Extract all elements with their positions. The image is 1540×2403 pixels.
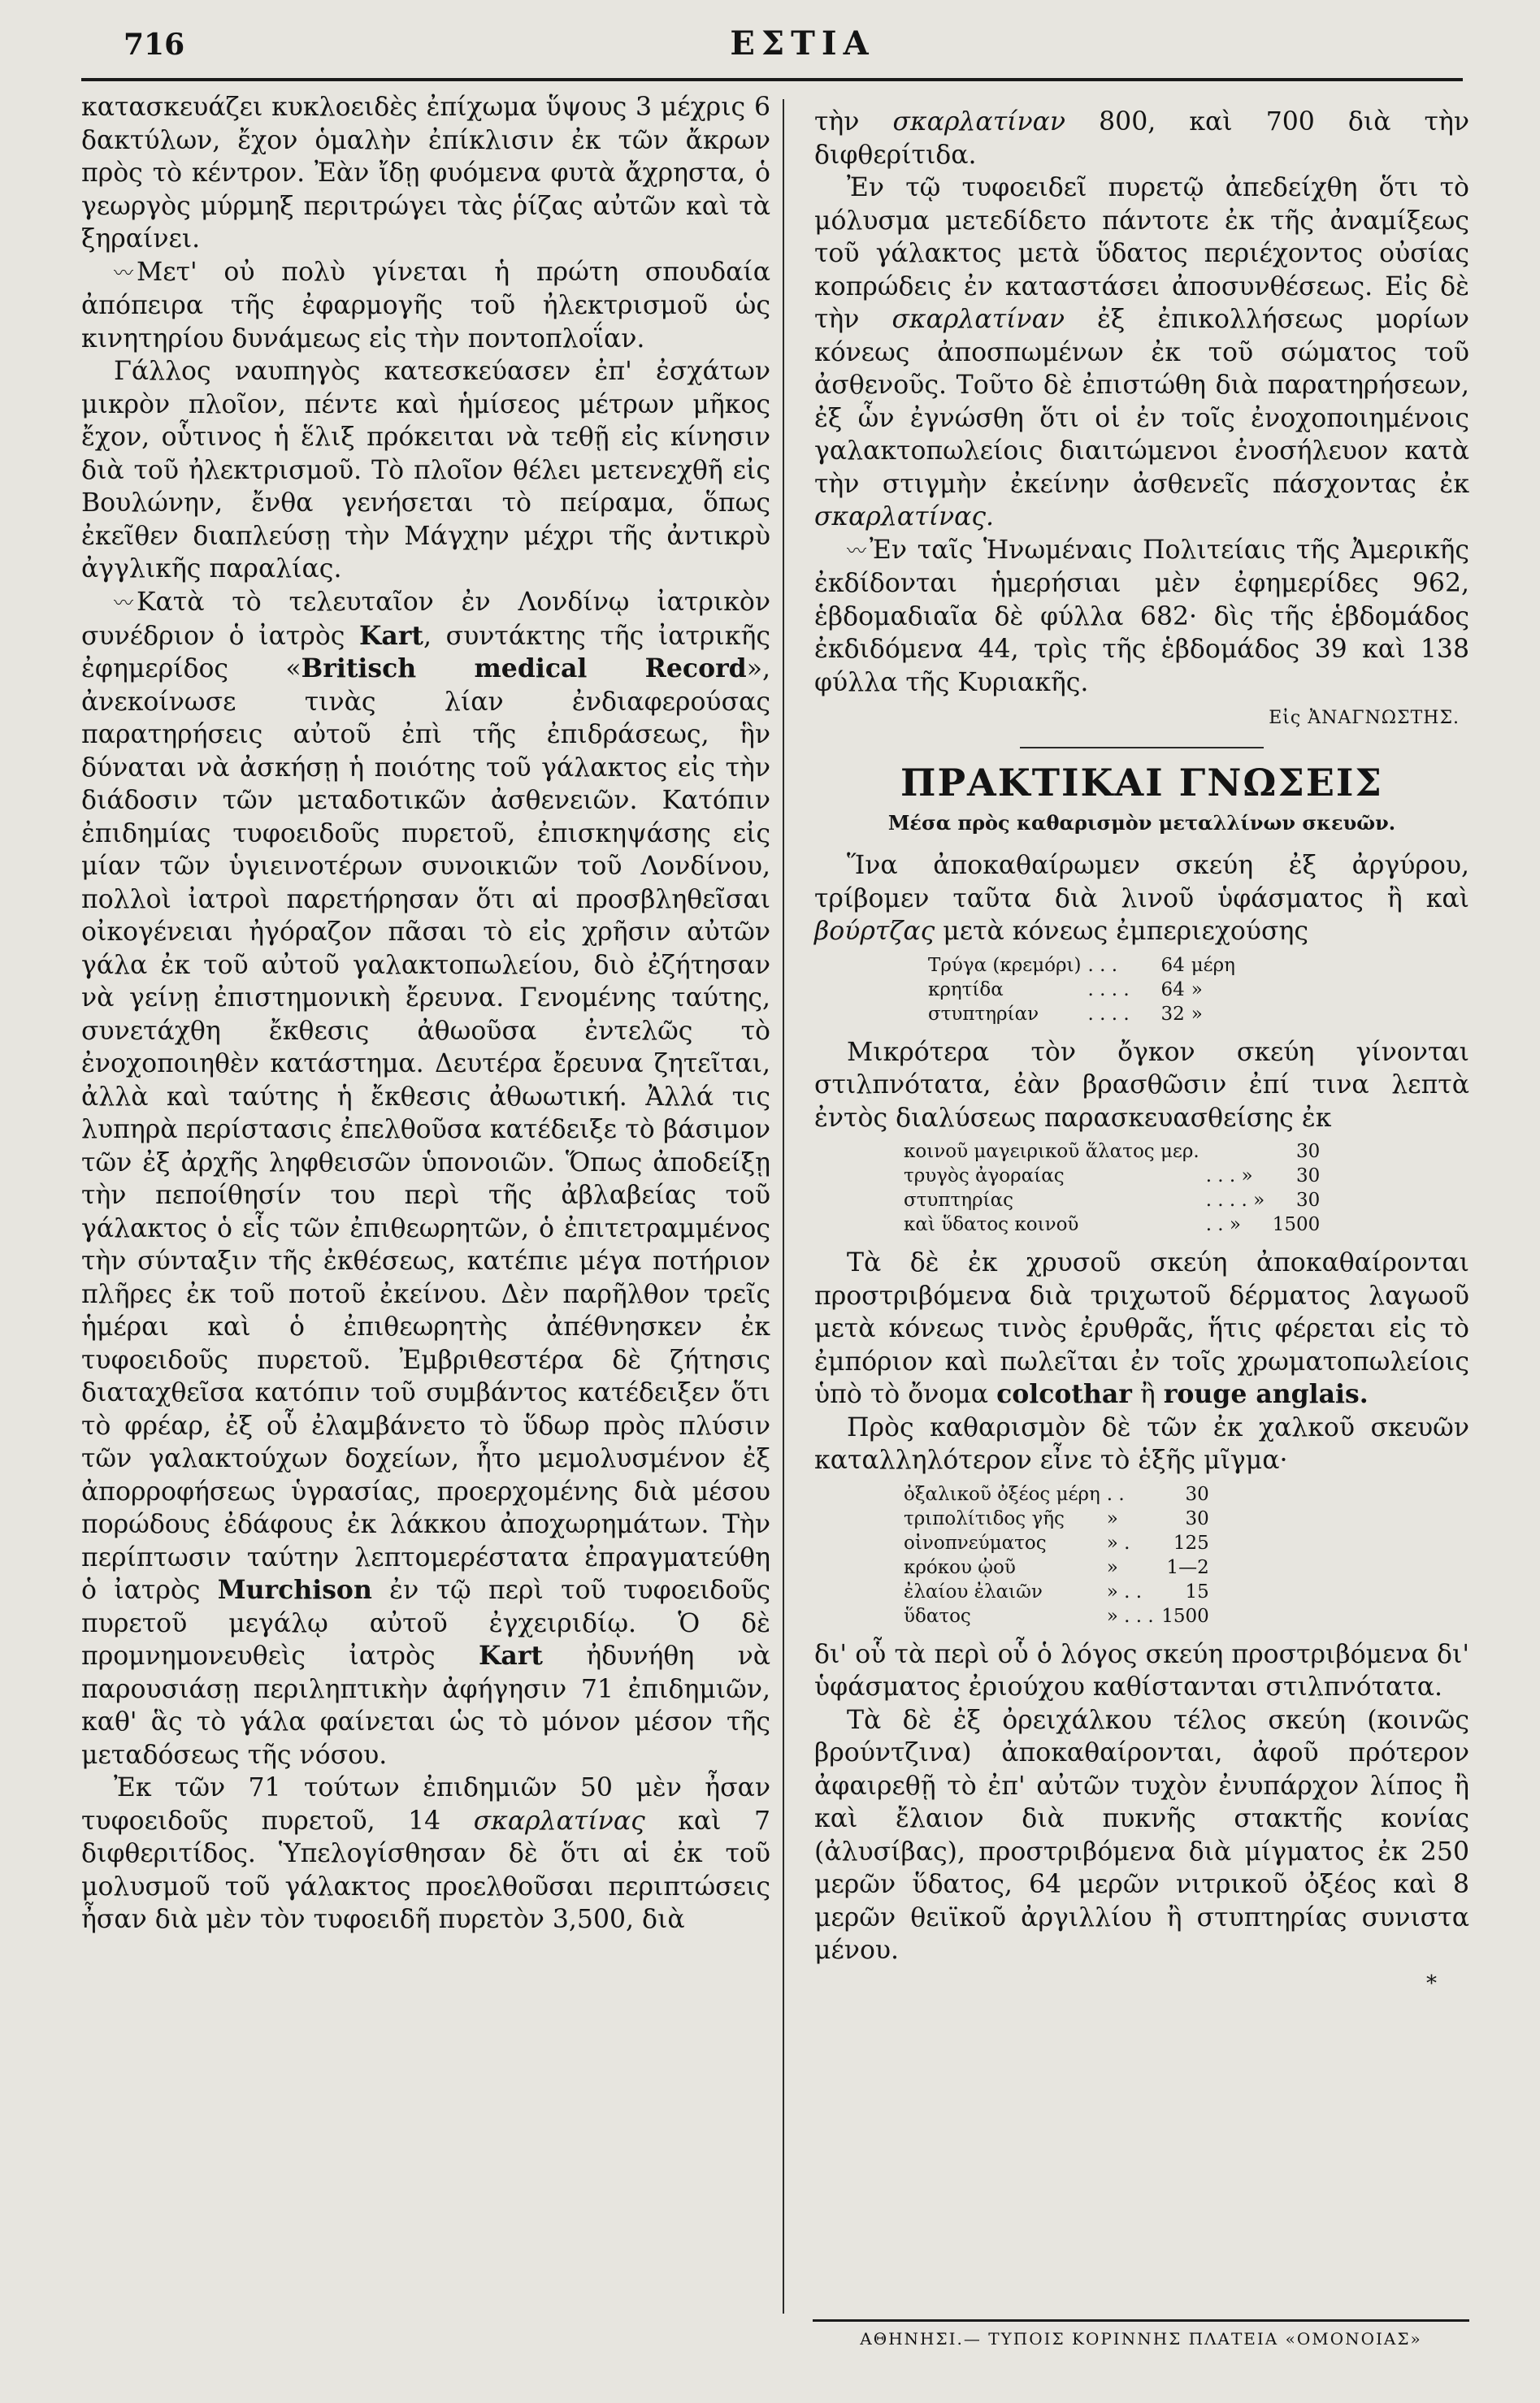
paragraph-text: 800, καὶ 700 διὰ τὴν διφθερίτιδα.: [814, 107, 1469, 170]
recipe-table-copper: [904, 1482, 1216, 1629]
quantity: 15: [1185, 1581, 1209, 1603]
dots: » . .: [1106, 1581, 1143, 1603]
page-number: 716: [124, 28, 185, 62]
italic-term: σκαρλατίνας: [473, 1806, 645, 1836]
recipe-row: [904, 1531, 1216, 1555]
section-mark-icon: 〰: [114, 261, 132, 284]
paragraph-electric-boat-intro: [81, 256, 770, 356]
quantity: 1—2: [1166, 1556, 1209, 1578]
recipe-row: [904, 1164, 1326, 1188]
recipe-row: [904, 1580, 1216, 1604]
italic-term: σκαρλατίνας.: [814, 502, 995, 531]
dots: »: [1106, 1507, 1118, 1529]
dots: » .: [1106, 1532, 1130, 1554]
left-column: [81, 91, 770, 1937]
dots: » . . .: [1106, 1605, 1154, 1627]
paragraph-epidemics: [81, 1772, 770, 1937]
ingredient: Τρύγα (κρεμόρι): [928, 954, 1082, 976]
unit: »: [1191, 1003, 1203, 1025]
recipe-row: [904, 1507, 1216, 1531]
quantity: 30: [1295, 1190, 1321, 1212]
section-mark-icon: 〰: [114, 592, 132, 614]
paragraph-small-vessels: Μικρότερα τὸν ὄγκον σκεύη γίνονται στιλπνότατα, ἐὰν βρασθῶσιν ἐπί τινα λεπτὰ ἐντὸς διαλύσεως παρασκευασθείσης ἐκ: [814, 1037, 1469, 1133]
paragraph-text: ἐν τῷ περὶ τοῦ τυφοειδοῦς πυρετοῦ μεγάλῳ αὐτοῦ ἐγχειριδίῳ. Ὁ δὲ προμνημονευθεὶς ἰατρὸς: [81, 1576, 771, 1671]
italic-term: σκαρλατίναν: [891, 305, 1065, 334]
footer-rule: [813, 2319, 1469, 2322]
recipe-row: [904, 1555, 1216, 1580]
right-column: [814, 106, 1469, 2000]
recipe-row: [904, 1188, 1326, 1212]
dots: . .: [1106, 1483, 1125, 1505]
recipe-table-boil: [904, 1139, 1326, 1237]
header-rule: [81, 78, 1463, 81]
paragraph-text: μετὰ κόνεως ἐμπεριεχούσης: [943, 917, 1309, 947]
end-star: *: [1426, 1971, 1437, 1996]
recipe-row: [928, 978, 1250, 1002]
section-divider: [1020, 747, 1264, 748]
ingredient: τριπολίτιδος γῆς: [904, 1507, 1065, 1529]
dots: [1206, 1139, 1272, 1164]
recipe-row: [904, 1139, 1326, 1164]
paragraph-milk-disease: [81, 586, 770, 1772]
ingredient: τρυγὸς ἀγοραίας: [904, 1165, 1065, 1187]
ingredient: κρητίδα: [928, 978, 1004, 1000]
paragraph-text: ἐξ ἐπικολλήσεως μορίων κόνεως ἀποσπωμένων ἐκ τοῦ σώματος τοῦ ἀσθενοῦς. Τοῦτο δὲ ἐπιστώθη διὰ παρατηρήσεων, ἐξ ὧν ἐγνώσθη ὅτι οἱ ἐν τοῖς ἐνοχοποιημένοις γαλακτοπωλείοις διαιτώμενοι ἐνοσήλευον κατὰ τὴν στιγμὴν ἐκείνην ἀσθενεῖς πάσχοντας ἐκ: [814, 305, 1470, 499]
name-kart: Kart: [359, 620, 423, 651]
paragraph-text: ἠδυνήθη νὰ παρουσιάσῃ περιληπτικὴν ἀφήγησιν 71 ἐπιδημιῶν, καθ' ἃς τὸ γάλα φαίνεται ὡς τὸ μόνον μέσον τῆς μεταδόσεως τῆς νόσου.: [81, 1642, 771, 1770]
paragraph-silver: [814, 849, 1469, 948]
quantity: 30: [1295, 1165, 1321, 1187]
recipe-row: [904, 1482, 1216, 1507]
ingredient: κρόκου ᾠοῦ: [904, 1556, 1016, 1578]
paragraph-text: , συντάκτης τῆς ἰατρικῆς ἐφημερίδος «: [81, 621, 770, 683]
ingredient: καὶ ὕδατος κοινοῦ: [904, 1214, 1079, 1236]
quantity: 30: [1295, 1141, 1321, 1163]
paragraph-text: », ἀνεκοίνωσε τινὰς λίαν ἐνδιαφερούσας παρατηρήσεις αὐτοῦ ἐπὶ τῆς ἐπιδράσεως, ἣν δύναται νὰ ἀσκήσῃ ἡ ποιότης τοῦ γάλακτος εἰς τὴν διάδοσιν τῶν μεταδοτικῶν ἀσθενειῶν. Κατόπιν ἐπιδημίας τυφοειδοῦς πυρετοῦ, ἐπισκηψάσης εἰς μίαν τῶν ὑγιεινοτέρων συνοικιῶν τοῦ Λονδίνου, πολλοὶ ἰατροὶ παρετήρησαν ὅτι αἱ προσβληθεῖσαι οἰκογένειαι ἠγόραζον πᾶσαι τὸ εἰς χρῆσιν αὐτῶν γάλα ἐκ τοῦ αὐτοῦ γαλακτοπωλείου, διὸ ἐζήτησαν νὰ γείνῃ ἐπιστημονικὴ ἔρευνα. Γενομένης ταύτης, συνετάχθη ἔκθεσις ἀθωοῦσα ἐντελῶς τὸ ἐνοχοποιηθὲν κατάστημα. Δευτέρα ἔρευνα ζητεῖται, ἀλλὰ καὶ ταύτης ἡ ἔκθεσις ἀθωωτική. Ἀλλά τις λυπηρὰ περίστασις ἐπελθοῦσα κατέδειξε τὸ βάσιμον τῶν ἐξ ἀρχῆς ληφθεισῶν ὑπονοιῶν. Ὅπως ἀποδείξῃ τὴν πεποίθησίν του περὶ τῆς ἀβλαβείας τοῦ γάλακτος ὁ εἷς τῶν ἐπιθεωρητῶν, ὁ ἐπιτετραμμένος τὴν σύνταξιν τῆς ἐκθέσεως, κατέπιε μέγα ποτήριον πλῆρες ἐκ τοῦ ποτοῦ ἐκείνου. Δὲν παρῆλθον τρεῖς ἡμέραι καὶ ὁ ἐπιθεωρητὴς ἀπέθνησκεν ἐκ τυφοειδοῦς πυρετοῦ. Ἐμβριθεστέρα δὲ ζήτησις διαταχθεῖσα κατόπιν τοῦ συμβάντος κατέδειξεν ὅτι τὸ φρέαρ, ἐξ οὗ ἐλαμβάνετο τὸ ὕδωρ πρὸς πλύσιν τῶν γαλακτούχων δοχείων, ἦτο μεμολυσμένον ἐξ ἀπορροφήσεως ὑγρασίας, προερχομένης διὰ μέσου πορώδους ἐδάφους ἐκ λάκκου ἀποχωρημάτων. Τὴν περίπτωσιν ταύτην λεπτομερέστατα ἐπραγματεύθη ὁ ἰατρὸς: [81, 654, 770, 1605]
column-divider: [783, 99, 784, 2314]
ingredient: στυπτηρίας: [904, 1190, 1013, 1212]
paragraph-electric-boat: Γάλλος ναυπηγὸς κατεσκεύασεν ἐπ' ἐσχάτων μικρὸν πλοῖον, πέντε καὶ ἡμίσεος μέτρων μῆκος ἔχον, οὗτινος ἡ ἕλιξ πρόκειται νὰ τεθῇ εἰς κίνησιν διὰ τοῦ ἠλεκτρισμοῦ. Τὸ πλοῖον θέλει μετενεχθῆ εἰς Βουλώνην, ἔνθα γενήσεται τὸ πείραμα, ὅπως ἐκεῖθεν διαπλεύσῃ τὴν Μάγχην μέχρι τῆς ἀντικρὺ ἀγγλικῆς παραλίας.: [81, 357, 770, 584]
paragraph-text: Τὰ δὲ ἐκ χρυσοῦ σκεύη ἀποκαθαίρονται προστριβόμενα διὰ τριχωτοῦ δέρματος λαγωοῦ μετὰ κόνεως τινὸς ἐρυθρᾶς, ἥτις φέρεται εἰς τὸ ἐμπόριον καὶ πωλεῖται ἐν τοῖς χρωματοπωλείοις ὑπὸ τὸ ὄνομα: [814, 1248, 1469, 1410]
paragraph-text: Ἵνα ἀποκαθαίρωμεν σκεύη ἐξ ἀργύρου, τρίβομεν ταῦτα διὰ λινοῦ ὑφάσματος ἢ καὶ: [814, 851, 1469, 913]
paragraph-ant-farmer: κατασκευάζει κυκλοειδὲς ἐπίχωμα ὕψους 3 μέχρις 6 δακτύλων, ἔχον ὁμαλὴν ἐπίκλισιν ἐκ τῶν ἄκρων πρὸς τὸ κέντρον. Ἐὰν ἴδῃ φυόμενα φυτὰ ἄχρηστα, ὁ γεωργὸς μύρμηξ περιτρώγει τὰς ῥίζας αὐτῶν καὶ τὰ ξηραίνει.: [81, 93, 770, 254]
recipe-table-silver: [928, 953, 1250, 1026]
paragraph-text: Μετ' οὐ πολὺ γίνεται ἡ πρώτη σπουδαία ἀπόπειρα τῆς ἐφαρμογῆς τοῦ ἠλεκτρισμοῦ ὡς κινητηρίου δυνάμεως εἰς τὴν ποντοπλοΐαν.: [81, 257, 770, 354]
recipe-row: [928, 953, 1250, 978]
quantity: 32: [1160, 1003, 1185, 1025]
paragraph-gold: [814, 1247, 1469, 1412]
ingredient: στυπτηρίαν: [928, 1003, 1039, 1025]
masthead-title: ΕΣΤΙΑ: [730, 24, 875, 63]
paragraph-text: Ἐκ τῶν 71 τούτων ἐπιδημιῶν 50 μὲν ἦσαν τυφοειδοῦς πυρετοῦ, 14: [81, 1773, 770, 1836]
recipe-row: [904, 1212, 1326, 1237]
quantity: 30: [1185, 1507, 1209, 1529]
ingredient: κοινοῦ μαγειρικοῦ ἅλατος μερ.: [904, 1141, 1199, 1163]
recipe-row: [928, 1002, 1250, 1026]
dots: . . . .: [1087, 978, 1130, 1000]
recipe-row: [904, 1604, 1216, 1629]
paragraph-copper-result: δι' οὗ τὰ περὶ οὗ ὁ λόγος σκεύη προστριβόμενα δι' ὑφάσματος ἐριούχου καθίστανται στιλπνότατα.: [814, 1639, 1469, 1702]
dots: . . .: [1087, 954, 1118, 976]
name-murchison: Murchison: [217, 1575, 372, 1605]
ingredient: ὕδατος: [904, 1605, 971, 1627]
dots: »: [1106, 1556, 1118, 1578]
paragraph-text: τὴν: [814, 107, 860, 137]
latin-term: colcothar: [996, 1379, 1132, 1410]
printer-imprint: ΑΘΗΝΗΣΙ.— ΤΥΠΟΙΣ ΚΟΡΙΝΝΗΣ ΠΛΑΤΕΙΑ «ΟΜΟΝΟΙΑΣ»: [860, 2329, 1422, 2349]
quantity: 64: [1160, 954, 1185, 976]
italic-term: βούρτζας: [814, 917, 935, 947]
unit: μέρη: [1191, 954, 1235, 976]
paragraph-text: Κατὰ τὸ τελευταῖον ἐν Λονδίνῳ ἰατρικὸν συνέδριον ὁ ἰατρὸς: [81, 587, 770, 651]
unit: »: [1191, 978, 1203, 1000]
dots: . . . . »: [1205, 1190, 1265, 1212]
quantity: 64: [1160, 978, 1185, 1000]
latin-term: rouge anglais.: [1163, 1379, 1369, 1410]
paragraph-text: καὶ 7 διφθεριτίδος. Ὑπελογίσθησαν δὲ ὅτι αἱ ἐκ τοῦ μολυσμοῦ τοῦ γάλακτος προελθοῦσαι περιπτώσεις ἦσαν διὰ μὲν τὸν τυφοειδῆ πυρετὸν 3,500, διὰ: [81, 1806, 771, 1934]
dots: . . . »: [1205, 1165, 1253, 1187]
quantity: 125: [1173, 1532, 1209, 1554]
quantity: 1500: [1272, 1214, 1321, 1236]
section-mark-icon: 〰: [847, 539, 865, 562]
section-title: ΠΡΑΚΤΙΚΑΙ ΓΝΩΣΕΙΣ: [900, 760, 1383, 805]
quantity: 30: [1185, 1483, 1209, 1505]
paragraph-continuation: [814, 106, 1469, 171]
signature: Εἰς ἈΝΑΓΝΩΣΤΗΣ.: [1269, 708, 1460, 729]
paragraph-text: Ἐν ταῖς Ἡνωμέναις Πολιτείαις τῆς Ἀμερικῆς ἐκδίδονται ἡμερήσιαι μὲν ἐφημερίδες 962, ἑβδομαδιαῖα δὲ φύλλα 682· δὶς τῆς ἑβδομάδος ἐκδιδόμενα 44, τρὶς τῆς ἑβδομάδος 39 καὶ 138 φύλλα τῆς Κυριακῆς.: [814, 535, 1469, 697]
paragraph-contagion: [814, 171, 1469, 534]
paragraph-us-newspapers: [814, 534, 1469, 700]
dots: . . »: [1205, 1214, 1242, 1236]
ingredient: οἰνοπνεύματος: [904, 1532, 1047, 1554]
italic-term: σκαρλατίναν: [892, 107, 1066, 137]
name-kart: Kart: [479, 1641, 543, 1671]
section-subtitle: Μέσα πρὸς καθαρισμὸν μεταλλίνων σκευῶν.: [887, 810, 1396, 835]
ingredient: ἐλαίου ἐλαιῶν: [904, 1581, 1043, 1603]
paragraph-text: Ἐν τῷ τυφοειδεῖ πυρετῷ ἀπεδείχθη ὅτι τὸ μόλυσμα μετεδίδετο πάντοτε ἐκ τῆς ἀναμίξεως τοῦ γάλακτος μετὰ ὕδατος περιέχοντος οὐσίας κοπρώδεις ἐν καταστάσει ἀποσυνθέσεως. Εἰς δὲ τὴν: [814, 173, 1469, 334]
journal-name: Britisch medical Record: [301, 653, 747, 683]
quantity: 1500: [1161, 1605, 1209, 1627]
ingredient: ὀξαλικοῦ ὀξέος μέρη: [904, 1483, 1100, 1505]
paragraph-copper: Πρὸς καθαρισμὸν δὲ τῶν ἐκ χαλκοῦ σκευῶν καταλληλότερον εἶνε τὸ ἑξῆς μῖγμα·: [814, 1412, 1469, 1476]
paragraph-text: ἢ: [1139, 1380, 1156, 1410]
paragraph-brass: Τὰ δὲ ἐξ ὀρειχάλκου τέλος σκεύη (κοινῶς βρούντζινα) ἀποκαθαίρονται, ἀφοῦ πρότερον ἀφαιρεθῇ τὸ ἐπ' αὐτῶν τυχὸν ἐνυπάρχον λίπος ἢ καὶ ἔλαιον διὰ πυκνῆς στακτῆς κονίας (ἀλυσίβας), προστριβόμενα διὰ μίγματος ἐκ 250 μερῶν ὕδατος, 64 μερῶν νιτρικοῦ ὀξέος καὶ 8 μερῶν θειϊκοῦ ἀργιλλίου ἢ στυπτηρίας συνιστα μένου.: [814, 1705, 1469, 1966]
dots: . . . .: [1087, 1003, 1130, 1025]
